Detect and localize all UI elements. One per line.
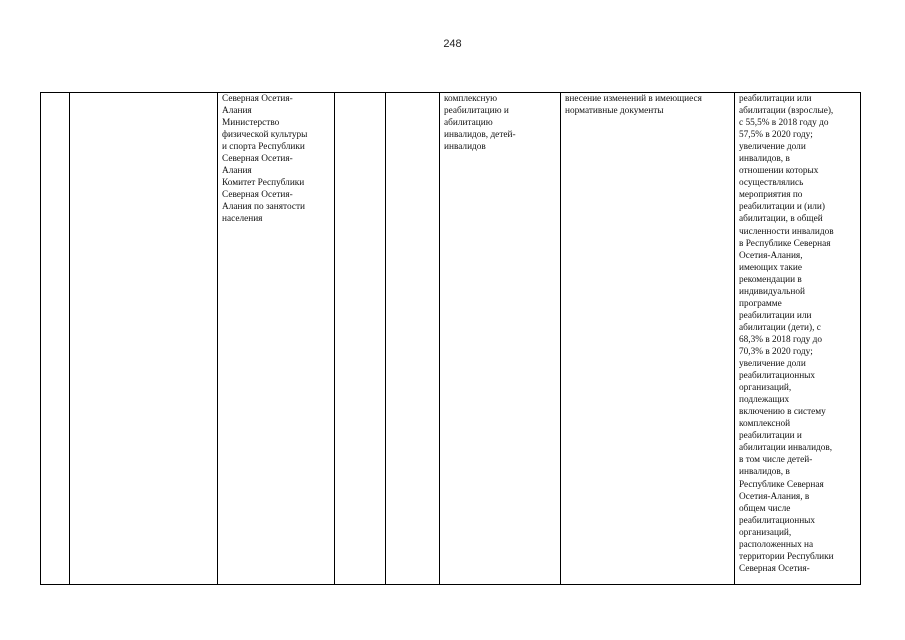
text-line: Алания — [222, 166, 252, 177]
text-line: внесение изменений в имеющиеся — [565, 94, 702, 104]
text-line: нормативные документы — [565, 106, 664, 117]
text-line: Комитет Республики — [222, 178, 305, 189]
text-line: 70,3% в 2020 году; — [739, 346, 813, 357]
text-line: реабилитации или — [739, 94, 812, 104]
text-line: Северная Осетия- — [739, 563, 810, 574]
text-line: комплексной — [739, 419, 791, 430]
document-table — [40, 92, 861, 585]
text-line: в Республике Северная — [739, 238, 831, 249]
text-line: комплексную — [444, 94, 498, 104]
text-line: абилитации (взрослые), — [739, 106, 834, 117]
text-line: подлежащих — [739, 395, 790, 406]
text-line: абилитацию — [444, 118, 493, 129]
measure-text — [444, 93, 558, 153]
text-line: с 55,5% в 2018 году до — [739, 118, 829, 129]
text-line: населения — [222, 214, 263, 225]
text-line: Осетия-Алания, — [739, 250, 803, 261]
text-line: расположенных на — [739, 539, 814, 550]
table-cell-empty — [70, 93, 218, 585]
text-line: инвалидов, в — [739, 467, 790, 478]
indicators-text — [739, 93, 858, 575]
text-line: Северная Осетия- — [222, 94, 293, 104]
table-cell-action — [561, 93, 735, 585]
text-line: Северная Осетия- — [222, 154, 293, 165]
table-cell-indicators — [735, 93, 861, 585]
table-cell-measure — [440, 93, 561, 585]
text-line: реабилитационных — [739, 515, 816, 526]
text-line: организаций, — [739, 527, 792, 538]
text-line: мероприятия по — [739, 190, 803, 201]
text-line: инвалидов, детей- — [444, 130, 516, 141]
table-cell-empty — [335, 93, 386, 585]
text-line: осуществлялись — [739, 178, 804, 189]
text-line: территории Республики — [739, 551, 834, 562]
table-cell-empty — [41, 93, 70, 585]
text-line: индивидуальной — [739, 286, 805, 297]
page-number: 248 — [443, 38, 462, 50]
text-line: Алания — [222, 106, 252, 117]
action-text — [565, 93, 732, 117]
text-line: реабилитацию и — [444, 106, 509, 117]
text-line: физической культуры — [222, 130, 308, 141]
table-cell-executors — [218, 93, 335, 585]
text-line: включению в систему — [739, 407, 826, 418]
text-line: увеличение доли — [739, 142, 806, 153]
text-line: Республике Северная — [739, 479, 824, 490]
text-line: абилитации, в общей — [739, 214, 823, 225]
text-line: в том числе детей- — [739, 455, 813, 466]
text-line: численности инвалидов — [739, 226, 834, 237]
table-cell-empty — [386, 93, 440, 585]
text-line: рекомендации в — [739, 274, 802, 285]
text-line: реабилитационных — [739, 371, 816, 382]
text-line: Осетия-Алания, в — [739, 491, 810, 502]
text-line: абилитации инвалидов, — [739, 443, 833, 454]
text-line: 68,3% в 2018 году до — [739, 334, 823, 345]
text-line: реабилитации и — [739, 431, 802, 442]
text-line: 57,5% в 2020 году; — [739, 130, 813, 141]
text-line: увеличение доли — [739, 359, 806, 370]
text-line: отношении которых — [739, 166, 819, 177]
table-row — [41, 93, 861, 585]
text-line: Алания по занятости — [222, 202, 306, 213]
text-line: инвалидов, в — [739, 154, 790, 165]
text-line: абилитации (дети), с — [739, 322, 821, 333]
text-line: имеющих такие — [739, 262, 802, 273]
text-line: Министерство — [222, 118, 280, 129]
text-line: Северная Осетия- — [222, 190, 293, 201]
text-line: реабилитации или — [739, 310, 812, 321]
text-line: организаций, — [739, 383, 792, 394]
text-line: инвалидов — [444, 142, 486, 153]
text-line: программе — [739, 298, 782, 309]
executors-text — [222, 93, 332, 226]
text-line: общем числе — [739, 503, 791, 514]
text-line: и спорта Республики — [222, 142, 305, 153]
text-line: реабилитации и (или) — [739, 202, 825, 213]
